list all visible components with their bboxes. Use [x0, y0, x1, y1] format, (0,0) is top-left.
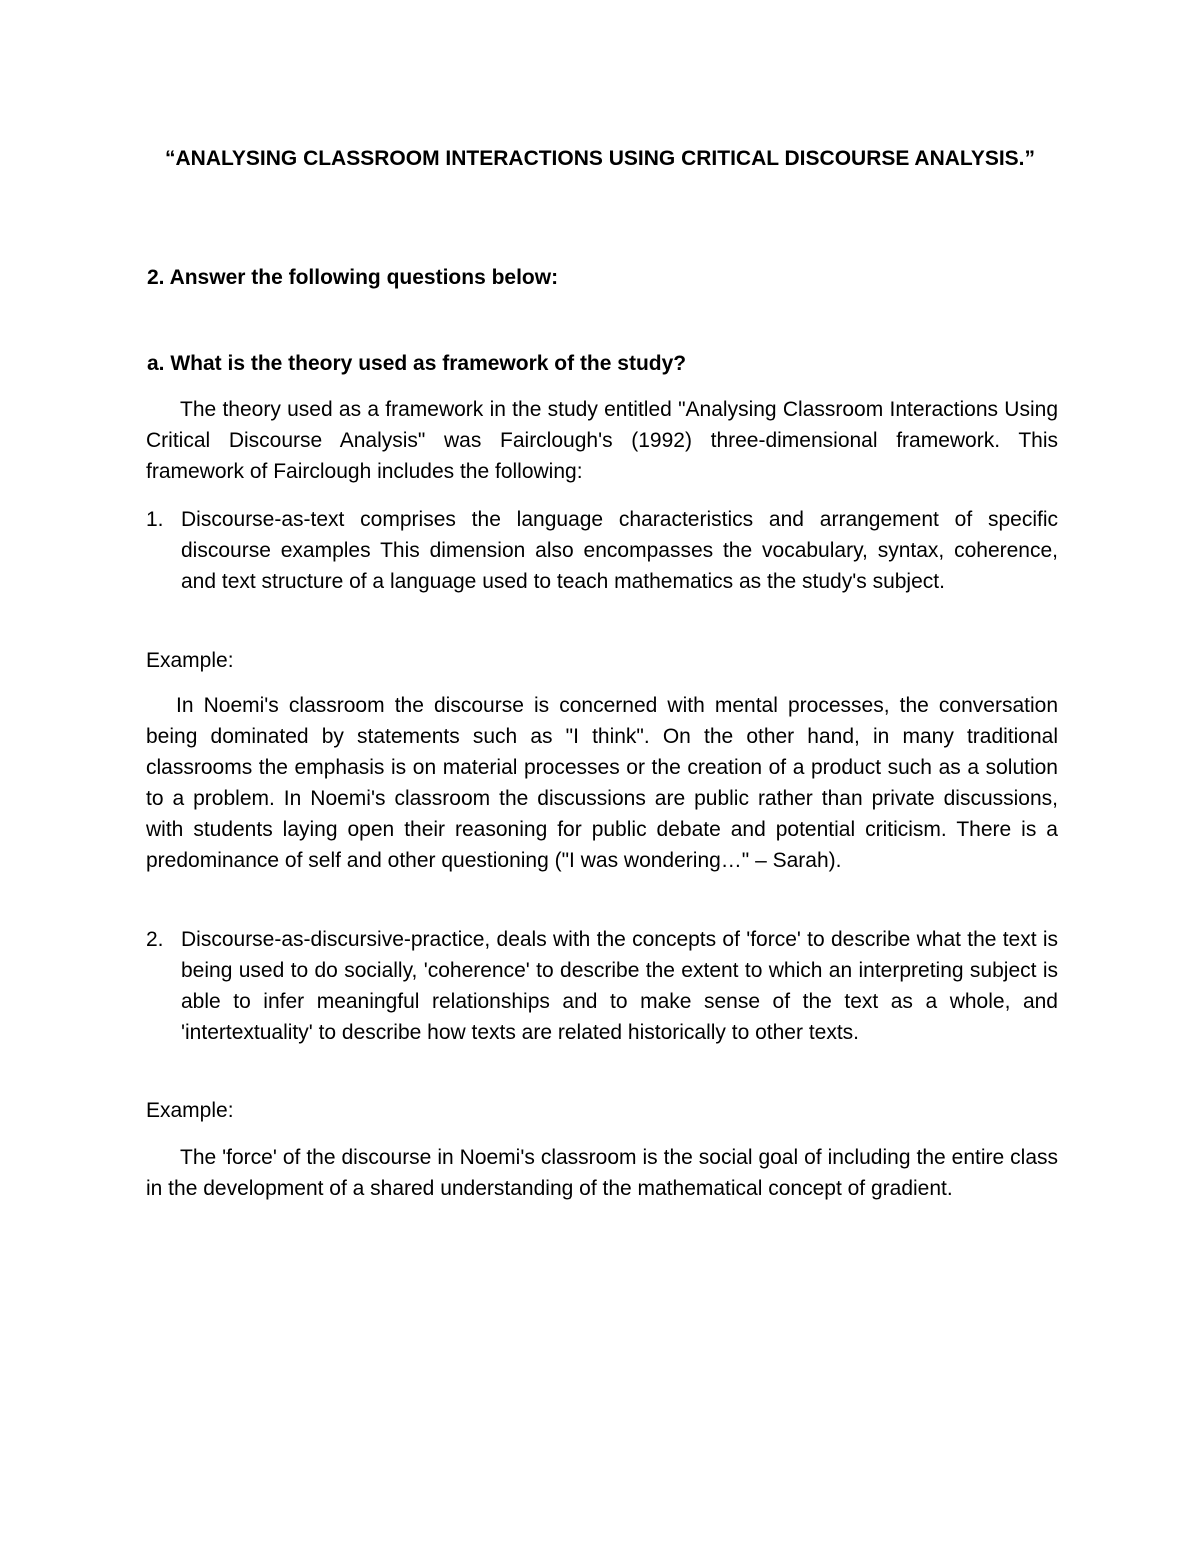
example-paragraph-1: In Noemi's classroom the discourse is concerned with mental processes, the conversation being dominated by statements such as "I think". On the other hand, in many traditional classrooms the emphasis is on material processes or the creation of a product such as a solution to a problem. In Noemi's classroom the discussions are public rather than private discussions, with students laying open their reasoning for public debate and potential criticism. There is a predominance of self and other questioning ("I was wondering…" – Sarah).	[146, 694, 1058, 872]
list-item-text: Discourse-as-discursive-practice, deals with the concepts of 'force' to describe what the text is being used to do socially, 'coherence' to describe the extent to which an interpreting subject is able to infer meaningful relationships and to make sense of the text as a whole, and 'intertextuality' to describe how texts are related historically to other texts.	[181, 928, 1058, 1044]
list-item-number: 1.	[146, 508, 164, 531]
list-item-1	[146, 504, 1058, 597]
question-a-heading: a. What is the theory used as framework of the study?	[147, 352, 687, 375]
example-label-2: Example:	[146, 1099, 234, 1122]
list-item-2	[146, 924, 1058, 1048]
example-label-1: Example:	[146, 649, 234, 672]
section-heading: 2. Answer the following questions below:	[147, 266, 559, 289]
intro-paragraph: The theory used as a framework in the study entitled "Analysing Classroom Interactions Using Critical Discourse Analysis" was Fairclough's (1992) three-dimensional framework. This framework of Fairclough includes the following:	[146, 398, 1058, 483]
list-item-number: 2.	[146, 928, 164, 951]
document-title: “ANALYSING CLASSROOM INTERACTIONS USING CRITICAL DISCOURSE ANALYSIS.”	[164, 147, 1036, 170]
example-paragraph-2: The 'force' of the discourse in Noemi's classroom is the social goal of including the entire class in the development of a shared understanding of the mathematical concept of gradient.	[146, 1146, 1058, 1200]
list-item-text: Discourse-as-text comprises the language characteristics and arrangement of specific discourse examples This dimension also encompasses the vocabulary, syntax, coherence, and text structure of a language used to teach mathematics as the study's subject.	[181, 508, 1058, 593]
